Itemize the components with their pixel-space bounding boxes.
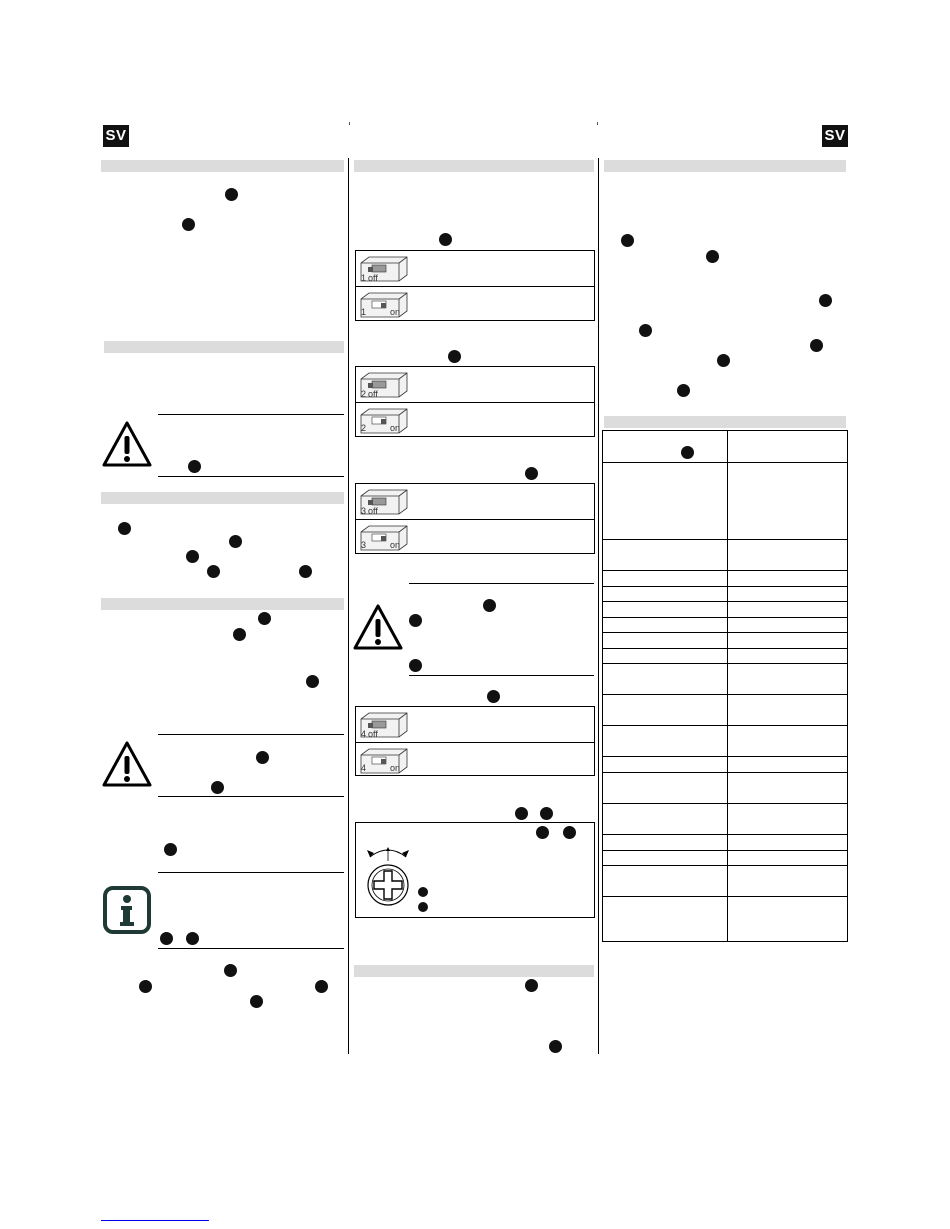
- section-heading-bar: [101, 492, 344, 504]
- warning-triangle-icon: [101, 740, 153, 788]
- callout-dot-icon: [315, 980, 328, 993]
- callout-dot-icon: [299, 565, 312, 578]
- table-cell: [603, 431, 728, 463]
- table-row: [603, 540, 848, 571]
- section-heading-bar: [604, 160, 846, 172]
- table-row: [603, 571, 848, 587]
- technical-data-table: [602, 430, 848, 942]
- table-cell: [603, 726, 728, 757]
- table-row: [603, 602, 848, 618]
- table-cell: [603, 866, 728, 897]
- callout-dot-icon: [621, 234, 634, 247]
- table-cell: [603, 851, 728, 866]
- callout-dot-icon: [118, 522, 131, 535]
- table-cell: [728, 633, 848, 649]
- table-row: [603, 649, 848, 664]
- section-heading-bar: [604, 416, 846, 428]
- table-cell: [728, 726, 848, 757]
- dip-switch-4-on-label: on: [390, 763, 401, 773]
- callout-dot-icon: [186, 550, 199, 563]
- dip-switch-2-off-row: [356, 367, 594, 401]
- callout-dot-icon: [256, 751, 269, 764]
- info-rule-top: [158, 872, 344, 873]
- table-cell: [728, 851, 848, 866]
- dip-switch-off-icon: [359, 371, 409, 399]
- callout-dot-icon: [409, 659, 422, 672]
- callout-dot-icon: [448, 350, 461, 363]
- callout-dot-icon: [224, 964, 237, 977]
- callout-dot-icon: [258, 612, 271, 625]
- table-cell: [728, 649, 848, 664]
- language-badge-left: SV: [103, 125, 129, 147]
- table-cell: [728, 540, 848, 571]
- crop-mark: [349, 122, 350, 125]
- info-rule-bottom: [158, 948, 344, 949]
- table-cell: [603, 571, 728, 587]
- section-heading-bar: [354, 160, 594, 172]
- table-row: [603, 431, 848, 463]
- warning-rule-top: [409, 583, 594, 584]
- dip-switch-4-table: [355, 706, 595, 776]
- callout-dot-icon: [160, 932, 173, 945]
- callout-dot-icon: [810, 339, 823, 352]
- table-row: [603, 866, 848, 897]
- table-cell: [603, 757, 728, 773]
- dip-switch-1-on-label: on: [390, 307, 401, 317]
- callout-dot-icon: [233, 628, 246, 641]
- dip-switch-2-on-label: on: [390, 423, 401, 433]
- table-cell: [603, 773, 728, 804]
- dip-switch-on-icon: [359, 407, 409, 435]
- warning-rule-bottom: [409, 675, 594, 676]
- dip-switch-3-number: 3: [361, 540, 367, 550]
- table-row: [603, 587, 848, 602]
- table-cell: [728, 664, 848, 695]
- table-row: [603, 851, 848, 866]
- table-row: [603, 664, 848, 695]
- dip-switch-2-off-label: off: [368, 389, 378, 399]
- dip-switch-4-on-row: [356, 742, 594, 777]
- callout-dot-icon: [706, 250, 719, 263]
- dip-switch-1-on-row: [356, 286, 594, 321]
- dip-switch-off-icon: [359, 488, 409, 516]
- table-row: [603, 463, 848, 540]
- table-row: [603, 695, 848, 726]
- dip-switch-off-icon: [359, 255, 409, 283]
- dip-switch-1-off-row: [356, 251, 594, 285]
- dip-switch-2-number: 2: [361, 423, 367, 433]
- warning-rule-bottom: [158, 476, 344, 477]
- dip-switch-1-off-label: off: [368, 273, 378, 283]
- dip-switch-2-table: [355, 366, 595, 437]
- callout-dot-icon: [487, 690, 500, 703]
- callout-dot-icon: [186, 932, 199, 945]
- dip-switch-1-number: 1: [361, 307, 367, 317]
- section-heading-bar: [104, 341, 344, 353]
- table-cell: [728, 757, 848, 773]
- table-cell: [603, 540, 728, 571]
- column-divider-left: [348, 158, 349, 1054]
- callout-dot-icon: [549, 1040, 562, 1053]
- table-cell: [728, 431, 848, 463]
- table-row: [603, 757, 848, 773]
- table-cell: [603, 835, 728, 851]
- callout-dot-icon: [515, 807, 528, 820]
- callout-dot-icon: [536, 826, 549, 839]
- table-row: [603, 804, 848, 835]
- dip-switch-2-number: 2: [361, 389, 367, 399]
- table-cell: [603, 633, 728, 649]
- dip-switch-off-icon: [359, 711, 409, 739]
- callout-dot-icon: [483, 599, 496, 612]
- table-row: [603, 897, 848, 942]
- table-cell: [728, 773, 848, 804]
- dip-switch-3-table: [355, 483, 595, 554]
- table-row: [603, 618, 848, 633]
- crop-mark: [597, 122, 598, 125]
- callout-dot-icon: [207, 565, 220, 578]
- dip-switch-3-number: 3: [361, 506, 367, 516]
- table-cell: [728, 695, 848, 726]
- section-heading-bar: [354, 965, 594, 977]
- table-cell: [728, 866, 848, 897]
- callout-dot-icon: [681, 446, 694, 459]
- callout-dot-icon: [211, 781, 224, 794]
- dip-switch-on-icon: [359, 524, 409, 552]
- table-cell: [728, 897, 848, 942]
- section-heading-bar: [101, 160, 344, 172]
- dip-switch-on-icon: [359, 747, 409, 775]
- callout-dot-icon: [819, 294, 832, 307]
- dip-switch-4-off-row: [356, 707, 594, 741]
- table-cell: [728, 602, 848, 618]
- callout-dot-icon: [139, 980, 152, 993]
- info-icon: [103, 886, 151, 934]
- dip-switch-4-number: 4: [361, 729, 367, 739]
- callout-dot-icon: [164, 843, 177, 856]
- table-cell: [603, 618, 728, 633]
- table-cell: [603, 602, 728, 618]
- column-divider-right: [598, 158, 599, 1054]
- table-cell: [728, 463, 848, 540]
- table-cell: [603, 897, 728, 942]
- warning-rule-bottom: [158, 796, 344, 797]
- callout-dot-icon: [525, 467, 538, 480]
- table-row: [603, 726, 848, 757]
- dip-switch-3-on-row: [356, 519, 594, 554]
- warning-rule-top: [158, 414, 344, 415]
- callout-dot-icon: [439, 233, 452, 246]
- dip-switch-4-off-label: off: [368, 729, 378, 739]
- callout-dot-icon: [563, 826, 576, 839]
- dip-switch-4-number: 4: [361, 763, 367, 773]
- callout-dot-icon: [540, 807, 553, 820]
- dip-switch-1-number: 1: [361, 273, 367, 283]
- table-cell: [728, 571, 848, 587]
- table-cell: [728, 804, 848, 835]
- dip-switch-3-off-label: off: [368, 506, 378, 516]
- callout-dot-icon: [418, 887, 428, 897]
- table-cell: [603, 804, 728, 835]
- warning-triangle-icon: [352, 603, 404, 651]
- callout-dot-icon: [229, 535, 242, 548]
- callout-dot-icon: [182, 218, 195, 231]
- potentiometer-icon: [362, 841, 414, 913]
- dip-switch-3-on-label: on: [390, 540, 401, 550]
- dip-switch-3-off-row: [356, 484, 594, 518]
- callout-dot-icon: [306, 675, 319, 688]
- callout-dot-icon: [188, 460, 201, 473]
- dip-switch-1-table: [355, 250, 595, 321]
- callout-dot-icon: [418, 902, 428, 912]
- table-row: [603, 835, 848, 851]
- dip-switch-on-icon: [359, 291, 409, 319]
- callout-dot-icon: [525, 979, 538, 992]
- table-cell: [728, 587, 848, 602]
- section-heading-bar: [101, 598, 344, 610]
- footer-link-underline[interactable]: [101, 1220, 209, 1221]
- table-cell: [603, 463, 728, 540]
- table-cell: [603, 649, 728, 664]
- potentiometer-panel: [355, 822, 595, 918]
- callout-dot-icon: [639, 324, 652, 337]
- table-cell: [728, 618, 848, 633]
- table-cell: [728, 835, 848, 851]
- callout-dot-icon: [250, 995, 263, 1008]
- language-badge-right: SV: [822, 125, 848, 147]
- table-row: [603, 633, 848, 649]
- callout-dot-icon: [677, 384, 690, 397]
- callout-dot-icon: [409, 614, 422, 627]
- dip-switch-2-on-row: [356, 402, 594, 437]
- warning-rule-top: [158, 734, 344, 735]
- table-cell: [603, 695, 728, 726]
- callout-dot-icon: [717, 354, 730, 367]
- table-cell: [603, 664, 728, 695]
- table-cell: [603, 587, 728, 602]
- warning-triangle-icon: [101, 420, 153, 468]
- table-row: [603, 773, 848, 804]
- callout-dot-icon: [225, 188, 238, 201]
